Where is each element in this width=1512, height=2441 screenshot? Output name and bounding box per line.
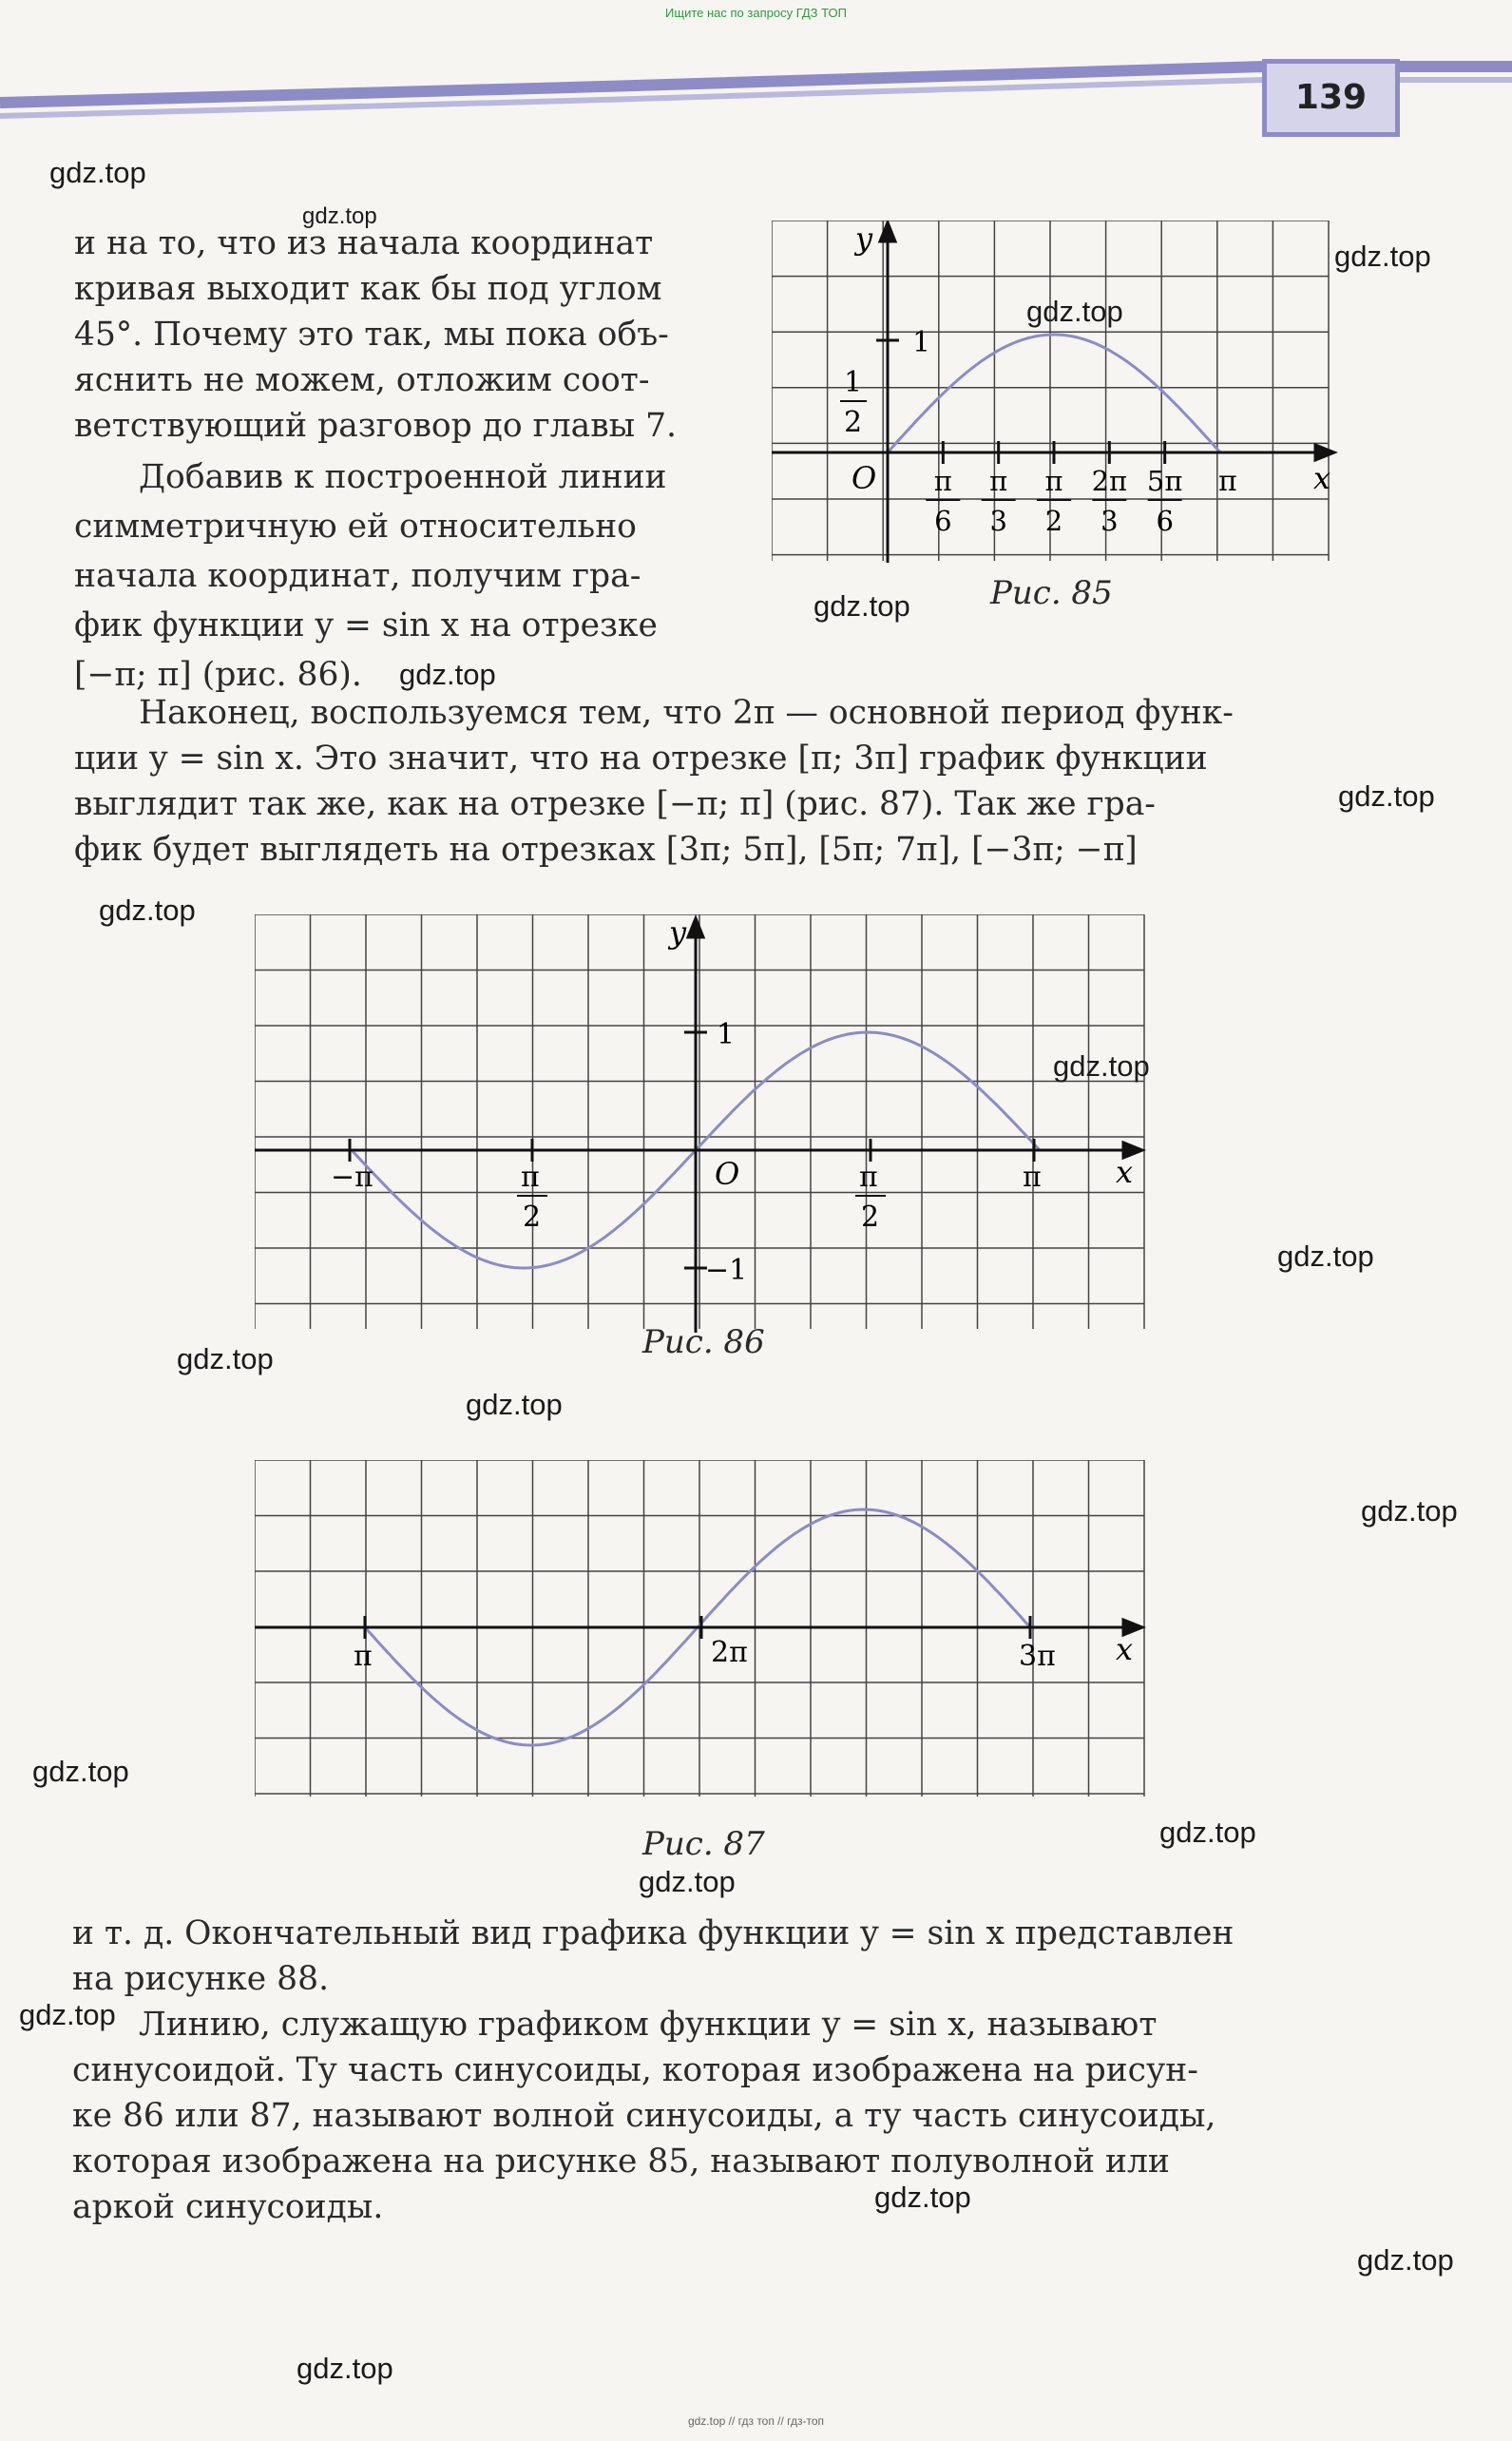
- sine-curve: [888, 335, 1220, 452]
- y-tick-half-den: 2: [844, 406, 863, 439]
- footer-note: gdz.top // гдз топ // гдз-топ: [687, 2414, 825, 2428]
- watermark: gdz.top: [1338, 779, 1435, 813]
- x-tick-denominator: 3: [989, 505, 1007, 537]
- figure-86-plot: [255, 914, 1148, 1333]
- watermark: gdz.top: [1361, 1494, 1458, 1528]
- x-tick-numerator: π: [933, 465, 952, 497]
- y-tick-1: 1: [912, 326, 931, 359]
- text-line: и на то, что из начала координат: [74, 224, 654, 262]
- figure-86-caption: Рис. 86: [642, 1323, 765, 1361]
- text-line: Наконец, воспользуемся тем, что 2π — основной период функ-: [139, 694, 1234, 732]
- x-tick-numerator: π: [1044, 465, 1063, 497]
- text-line: [−π; π] (рис. 86).: [74, 656, 362, 694]
- y-axis-arrow: [688, 918, 703, 937]
- figure-87: [255, 1460, 1148, 1863]
- x-axis-label: x: [1116, 1631, 1134, 1667]
- x-tick-numerator: π: [989, 465, 1008, 497]
- page-number: 139: [1262, 59, 1400, 137]
- x-tick-minus-pi: −π: [331, 1161, 373, 1194]
- watermark: gdz.top: [177, 1342, 274, 1375]
- figure-87-plot: [255, 1460, 1148, 1798]
- text-line: яснить не можем, отложим соот-: [74, 361, 650, 399]
- watermark: gdz.top: [1334, 240, 1431, 273]
- watermark: gdz.top: [874, 2181, 971, 2214]
- x-tick-denominator: 3: [1101, 505, 1119, 537]
- x-tick-denominator: 2: [1044, 505, 1063, 537]
- watermark: gdz.top: [813, 589, 910, 623]
- text-line: Добавив к построенной линии: [139, 458, 667, 496]
- watermark: gdz.top: [49, 156, 146, 189]
- y-tick-1: 1: [717, 1018, 736, 1051]
- watermark: gdz.top: [297, 2352, 393, 2385]
- x-tick-numerator: 2π: [1091, 465, 1128, 497]
- text-line: 45°. Почему это так, мы пока объ-: [74, 316, 669, 354]
- text-line: фик функции y = sin x на отрезке: [74, 606, 658, 644]
- text-line: Линию, служащую графиком функции y = sin x, называют: [139, 2006, 1158, 2044]
- watermark: gdz.top: [1053, 1049, 1150, 1083]
- watermark: gdz.top: [639, 1865, 736, 1898]
- x-axis-label: x: [1313, 460, 1331, 496]
- figure-85-caption: Рис. 85: [990, 574, 1113, 612]
- text-line: кривая выходит как бы под углом: [74, 270, 662, 308]
- x-tick-numerator: 5π: [1146, 465, 1183, 497]
- x-tick-pi: π: [1023, 1161, 1042, 1194]
- y-tick-half-num: 1: [844, 366, 863, 399]
- text-line: симметричную ей относительно: [74, 508, 637, 546]
- watermark: gdz.top: [1159, 1816, 1256, 1849]
- figure-87-caption: Рис. 87: [642, 1825, 765, 1863]
- text-line: выглядит так же, как на отрезке [−π; π] (рис. 87). Так же гра-: [74, 785, 1156, 823]
- origin-label: O: [715, 1156, 740, 1192]
- x-tick-half-pi-num: π: [859, 1161, 878, 1194]
- text-line: фик будет выглядеть на отрезках [3π; 5π], [5π; 7π], [−3π; −π]: [74, 831, 1138, 869]
- x-axis-arrow: [1315, 445, 1334, 460]
- x-tick-denominator: 6: [1156, 505, 1174, 537]
- watermark: gdz.top: [19, 1998, 116, 2031]
- text-line: которая изображена на рисунке 85, называют полуволной или: [72, 2143, 1170, 2181]
- watermark: gdz.top: [399, 658, 496, 691]
- y-axis-label: y: [855, 221, 873, 257]
- watermark: gdz.top: [32, 1755, 129, 1788]
- watermark: gdz.top: [1026, 295, 1123, 328]
- paragraph-1: [74, 221, 730, 449]
- y-axis-label: y: [669, 914, 687, 951]
- text-line: ветствующий разговор до главы 7.: [74, 407, 677, 445]
- y-axis-arrow: [880, 222, 895, 241]
- watermark: gdz.top: [1277, 1240, 1374, 1273]
- text-line: на рисунке 88.: [72, 1960, 330, 1998]
- x-tick-labels: [926, 441, 1182, 537]
- paragraph-3: [74, 690, 1348, 873]
- figure-85-plot: [772, 221, 1338, 563]
- watermark: gdz.top: [1357, 2243, 1454, 2277]
- x-tick-pi: π: [1218, 465, 1237, 498]
- x-tick-2pi: 2π: [711, 1636, 748, 1669]
- figure-86: [255, 914, 1148, 1361]
- x-tick-minus-half-pi-den: 2: [523, 1201, 542, 1234]
- text-line: ции y = sin x. Это значит, что на отрезке [π; 3π] график функции: [74, 740, 1208, 778]
- paragraph-5: [72, 2002, 1346, 2230]
- text-line: начала координат, получим гра-: [74, 557, 641, 595]
- watermark: gdz.top: [466, 1388, 563, 1421]
- x-tick-pi: π: [354, 1640, 373, 1673]
- x-tick-3pi: 3π: [1019, 1640, 1056, 1673]
- text-line: синусоидой. Ту часть синусоиды, которая изображена на рисун-: [72, 2051, 1198, 2089]
- x-axis-label: x: [1116, 1154, 1134, 1190]
- x-tick-denominator: 6: [934, 505, 952, 537]
- x-tick-half-pi-den: 2: [861, 1201, 880, 1234]
- text-line: ке 86 или 87, называют волной синусоиды, а ту часть синусоиды,: [72, 2097, 1216, 2135]
- origin-label: O: [852, 460, 877, 496]
- y-tick-minus-1: −1: [705, 1254, 748, 1287]
- watermark: gdz.top: [302, 203, 377, 229]
- search-hint: Ищите нас по запросу ГДЗ ТОП: [665, 6, 847, 20]
- text-line: и т. д. Окончательный вид графика функции y = sin x представлен: [72, 1914, 1234, 1952]
- text-line: аркой синусоиды.: [72, 2188, 384, 2226]
- x-tick-minus-half-pi-num: π: [521, 1161, 540, 1194]
- watermark: gdz.top: [99, 894, 196, 927]
- paragraph-4: [72, 1911, 1346, 2002]
